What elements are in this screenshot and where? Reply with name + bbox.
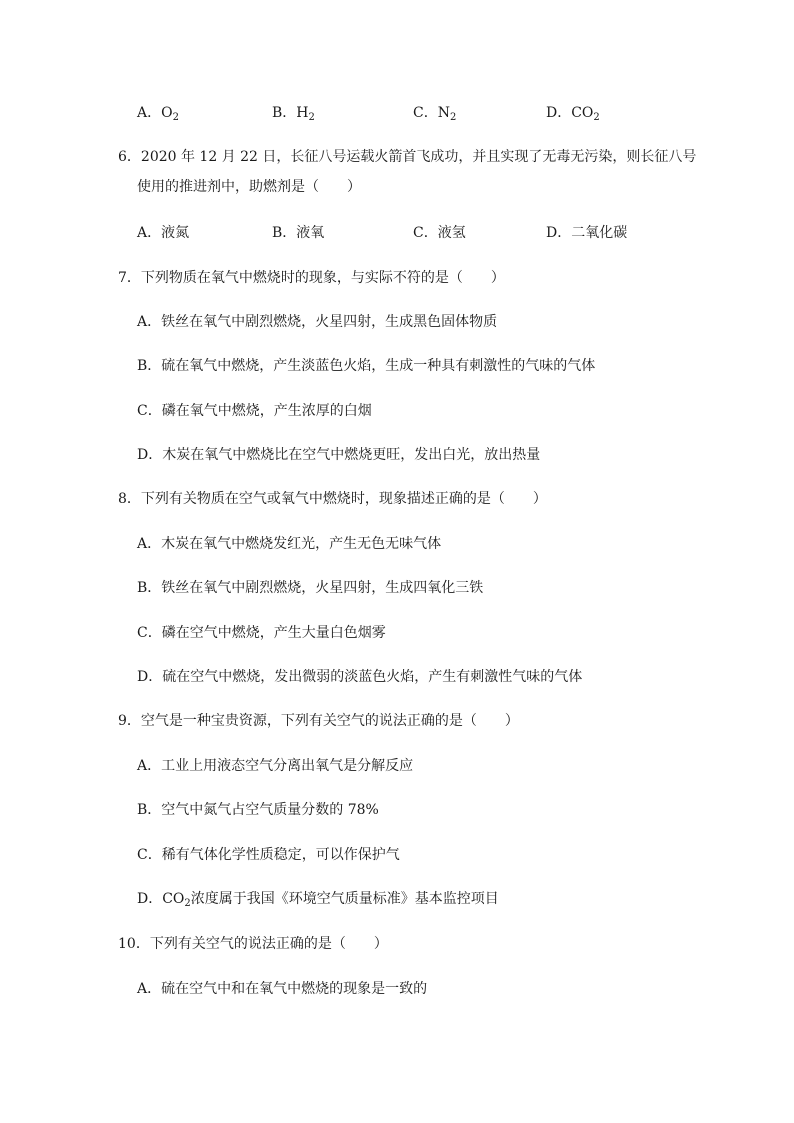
q8-option-a[interactable]: A．木炭在氧气中燃烧发红光，产生无色无味气体: [137, 536, 442, 552]
q6-option-a[interactable]: A．液氮: [137, 225, 190, 241]
q9-option-a[interactable]: A．工业上用液态空气分离出氧气是分解反应: [137, 758, 414, 774]
q5-option-b[interactable]: B．$H_2$: [272, 105, 315, 123]
q7-option-a[interactable]: A．铁丝在氧气中剧烈燃烧，火星四射，生成黑色固体物质: [137, 314, 498, 330]
q7-option-d[interactable]: D．木炭在氧气中燃烧比在空气中燃烧更旺，发出白光，放出热量: [137, 447, 541, 463]
q9-option-d[interactable]: D．$CO_2$浓度属于我国《环境空气质量标准》基本监控项目: [137, 891, 499, 909]
q10-option-a[interactable]: A．硫在空气中和在氧气中燃烧的现象是一致的: [137, 981, 428, 997]
q5-option-a[interactable]: A．$O_2$: [137, 105, 179, 123]
q9-option-c[interactable]: C．稀有气体化学性质稳定，可以作保护气: [137, 847, 400, 863]
q9-option-b[interactable]: B．空气中氮气占空气质量分数的 78%: [137, 802, 379, 818]
q6-stem-line2: 使用的推进剂中，助燃剂是（ ）: [137, 179, 361, 195]
q6-stem-line1: 6．2020 年 12 月 22 日，长征八号运载火箭首飞成功，并且实现了无毒无污染，则长征八号: [118, 149, 697, 165]
q8-option-b[interactable]: B．铁丝在氧气中剧烈燃烧，火星四射，生成四氧化三铁: [137, 580, 484, 596]
q9-stem: 9．空气是一种宝贵资源，下列有关空气的说法正确的是（ ）: [118, 713, 519, 729]
q10-stem: 10．下列有关空气的说法正确的是（ ）: [118, 936, 388, 952]
q6-option-b[interactable]: B．液氧: [272, 225, 325, 241]
q5-option-d[interactable]: D．$CO_2$: [546, 105, 600, 123]
q7-option-b[interactable]: B．硫在氧气中燃烧，产生淡蓝色火焰，生成一种具有刺激性的气味的气体: [137, 358, 596, 374]
q5-option-c[interactable]: C．$N_2$: [413, 105, 457, 123]
q8-option-c[interactable]: C．磷在空气中燃烧，产生大量白色烟雾: [137, 625, 386, 641]
q6-option-c[interactable]: C．液氢: [413, 225, 466, 241]
q6-option-d[interactable]: D．二氧化碳: [546, 225, 628, 241]
q8-stem: 8．下列有关物质在空气或氧气中燃烧时，现象描述正确的是（ ）: [118, 491, 547, 507]
q7-option-c[interactable]: C．磷在氧气中燃烧，产生浓厚的白烟: [137, 403, 372, 419]
q7-stem: 7．下列物质在氧气中燃烧时的现象，与实际不符的是（ ）: [118, 270, 505, 286]
q8-option-d[interactable]: D．硫在空气中燃烧，发出微弱的淡蓝色火焰，产生有刺激性气味的气体: [137, 669, 583, 685]
